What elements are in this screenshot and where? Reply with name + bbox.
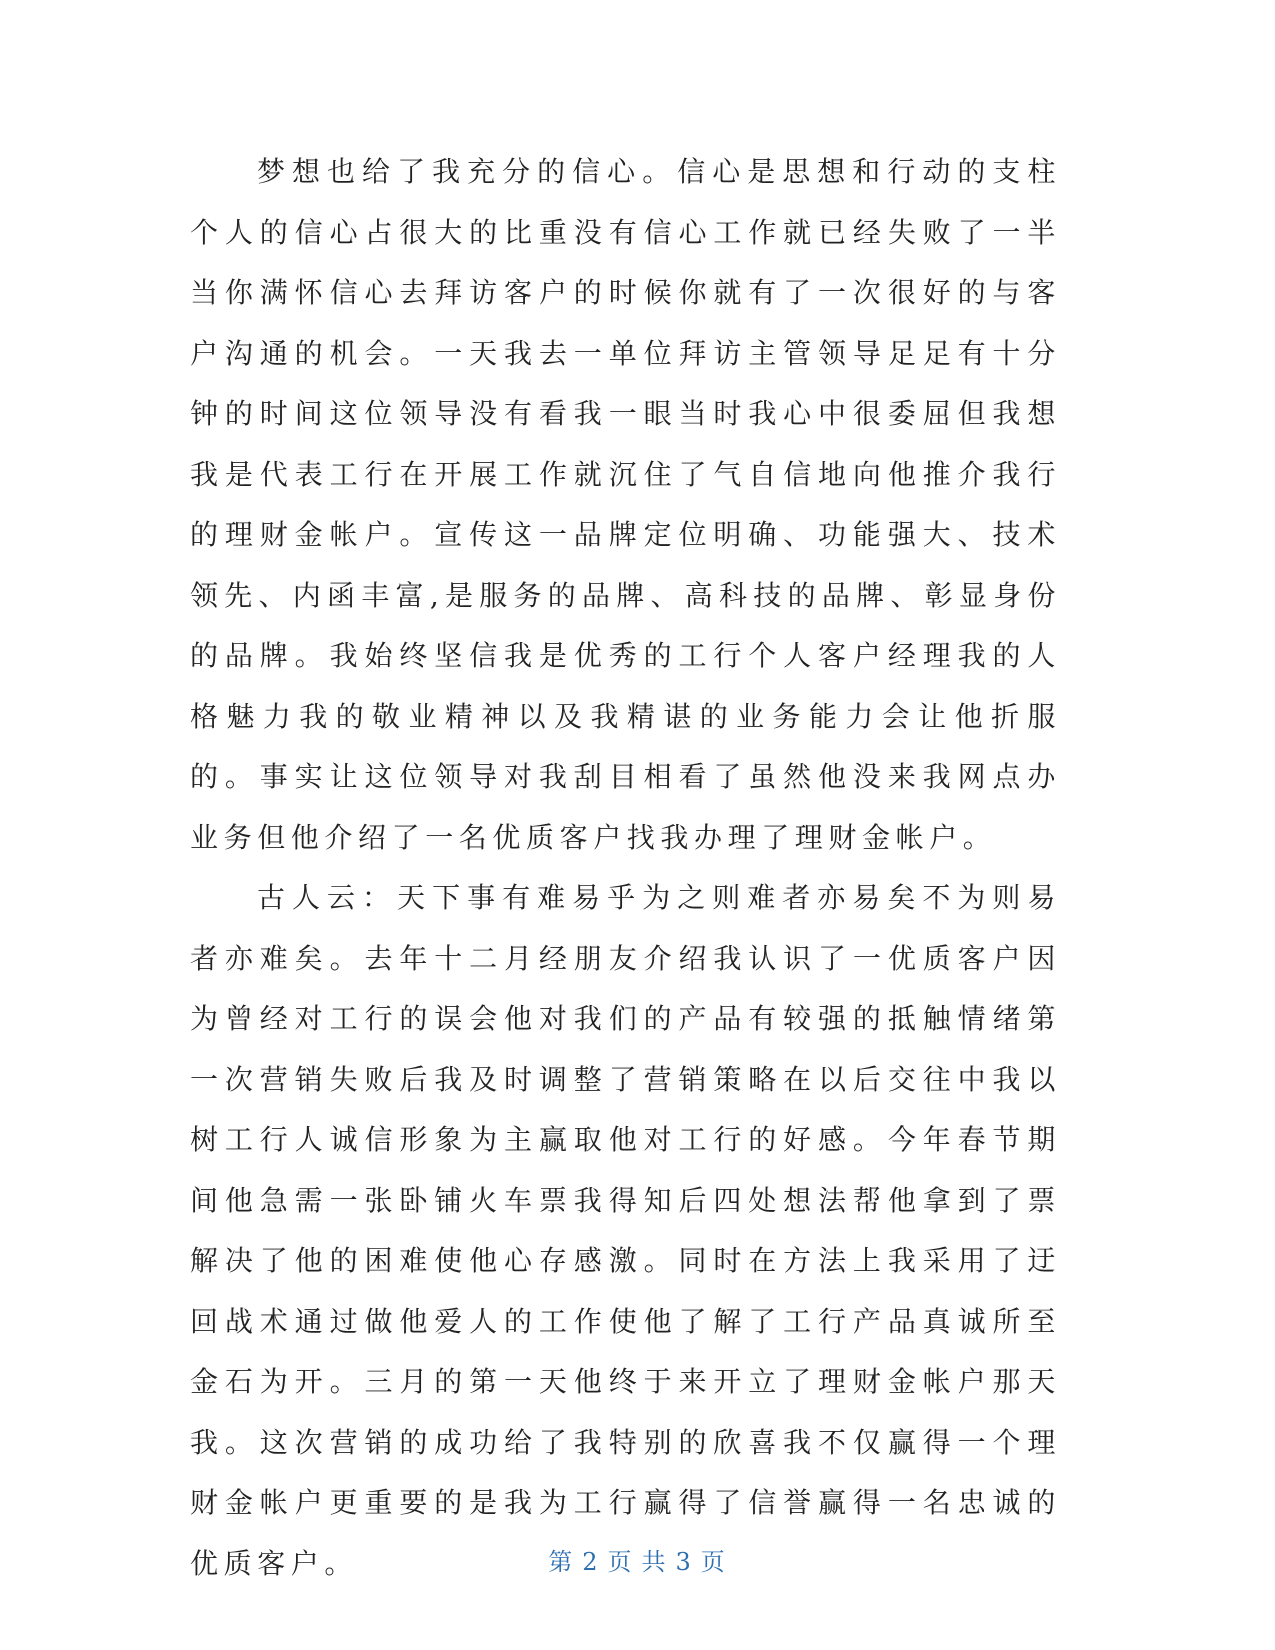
paragraph-1: 梦想也给了我充分的信心。信心是思想和行动的支柱个人的信心占很大的比重没有信心工作就已经失败了一半当你满怀信心去拜访客户的时候你就有了一次很好的与客户沟通的机会。一天我去一单位拜访主管领导足足有十分钟的时间这位领导没有看我一眼当时我心中很委屈但我想我是代表工行在开展工作就沉住了气自信地向他推介我行的理财金帐户。宣传这一品牌定位明确、功能强大、技术领先、内函丰富,是服务的品牌、高科技的品牌、彰显身份的品牌。我始终坚信我是优秀的工行个人客户经理我的人格魅力我的敬业精神以及我精谌的业务能力会让他折服的。事实让这位领导对我刮目相看了虽然他没来我网点办业务但他介绍了一名优质客户找我办理了理财金帐户。 [190,155,1061,854]
paragraph-2: 古人云：天下事有难易乎为之则难者亦易矣不为则易者亦难矣。去年十二月经朋友介绍我认识了一优质客户因为曾经对工行的误会他对我们的产品有较强的抵触情绪第一次营销失败后我及时调整了营销策略在以后交往中我以树工行人诚信形象为主赢取他对工行的好感。今年春节期间他急需一张卧铺火车票我得知后四处想法帮他拿到了票解决了他的困难使他心存感激。同时在方法上我采用了迂回战术通过做他爱人的工作使他了解了工行产品真诚所至金石为开。三月的第一天他终于来开立了理财金帐户那天我。这次营销的成功给了我特别的欣喜我不仅赢得一个理财金帐户更重要的是我为工行赢得了信誉赢得一名忠诚的优质客户。 [190,881,1061,1580]
page-word: 页 [607,1548,634,1576]
total-suffix: 页 [700,1548,727,1576]
total-prefix: 共 [641,1548,668,1576]
total-page-number: 3 [675,1548,693,1576]
page-prefix: 第 [548,1548,575,1576]
page-footer [0,1542,1275,1577]
document-body [190,142,1061,1594]
current-page-number: 2 [582,1548,600,1576]
